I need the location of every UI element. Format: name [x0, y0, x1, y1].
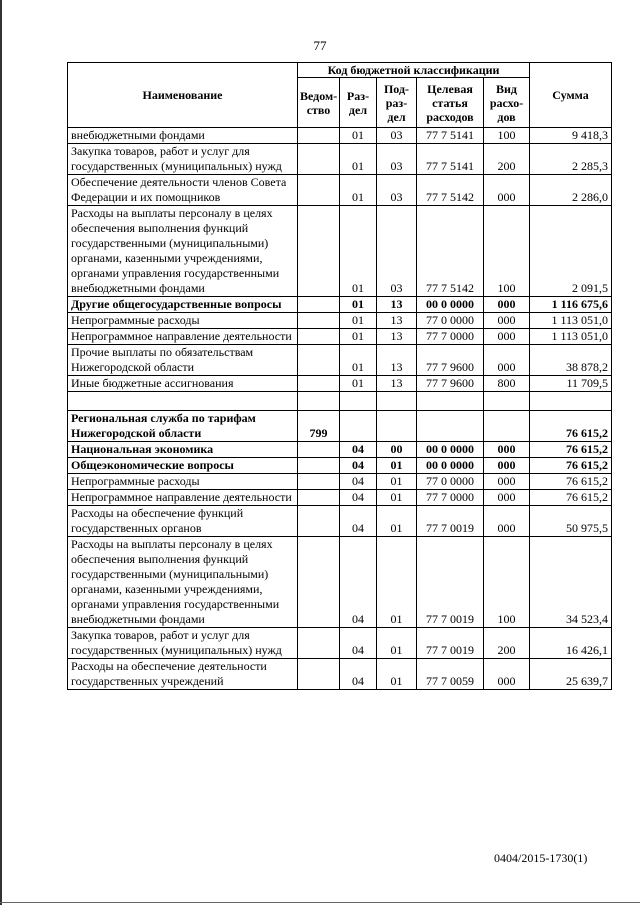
cell-target: 77 7 9600 — [417, 345, 484, 376]
table-row — [68, 206, 612, 297]
cell-target: 77 7 0000 — [417, 490, 484, 506]
cell-razdel: 04 — [340, 628, 377, 659]
cell-name: Непрограммные расходы — [68, 313, 298, 329]
cell-vedom: 799 — [298, 411, 340, 442]
cell-podrazdel: 01 — [377, 458, 417, 474]
cell-vid: 200 — [484, 144, 530, 175]
cell-sum: 34 523,4 — [530, 537, 612, 628]
cell-vedom — [298, 474, 340, 490]
table-row — [68, 345, 612, 376]
cell-sum: 9 418,3 — [530, 128, 612, 144]
cell-razdel: 04 — [340, 458, 377, 474]
cell-vedom — [298, 659, 340, 690]
cell-vid: 100 — [484, 206, 530, 297]
cell-target — [417, 411, 484, 442]
cell-target: 77 7 5141 — [417, 144, 484, 175]
col-header-podrazdel: Под-раз-дел — [377, 78, 417, 128]
table-row — [68, 506, 612, 537]
cell-razdel: 04 — [340, 506, 377, 537]
document-code: 0404/2015-1730(1) — [494, 851, 588, 865]
cell-vedom — [298, 376, 340, 392]
cell-sum: 76 615,2 — [530, 442, 612, 458]
cell-name: Расходы на выплаты персоналу в целях обеспечения выполнения функций государственными (муниципальными) органами, казенными учреждениями, органами управления государственными внебюджетными фондами — [68, 206, 298, 297]
table-row — [68, 128, 612, 144]
cell-name: Региональная служба по тарифам Нижегородской области — [68, 411, 298, 442]
table-row — [68, 297, 612, 313]
cell-sum: 76 615,2 — [530, 474, 612, 490]
cell-vedom — [298, 506, 340, 537]
cell-vid — [484, 411, 530, 442]
cell-podrazdel: 01 — [377, 474, 417, 490]
cell-vid: 000 — [484, 474, 530, 490]
cell-podrazdel — [377, 411, 417, 442]
cell-razdel: 01 — [340, 206, 377, 297]
cell-target: 00 0 0000 — [417, 297, 484, 313]
cell-podrazdel: 03 — [377, 128, 417, 144]
cell-podrazdel: 00 — [377, 442, 417, 458]
cell-podrazdel: 01 — [377, 628, 417, 659]
cell-razdel: 04 — [340, 659, 377, 690]
cell-target: 00 0 0000 — [417, 442, 484, 458]
cell-vedom — [298, 628, 340, 659]
cell-vedom — [298, 442, 340, 458]
cell-razdel: 01 — [340, 144, 377, 175]
cell-name: Иные бюджетные ассигнования — [68, 376, 298, 392]
table-row — [68, 175, 612, 206]
cell-target — [417, 392, 484, 411]
cell-sum — [530, 392, 612, 411]
cell-podrazdel: 01 — [377, 659, 417, 690]
cell-razdel — [340, 392, 377, 411]
cell-razdel: 01 — [340, 297, 377, 313]
cell-name: Расходы на выплаты персоналу в целях обеспечения выполнения функций государственными (муниципальными) органами, казенными учреждениями, органами управления государственными внебюджетными фондами — [68, 537, 298, 628]
cell-podrazdel: 13 — [377, 313, 417, 329]
cell-sum: 76 615,2 — [530, 490, 612, 506]
cell-vedom — [298, 313, 340, 329]
budget-table — [67, 62, 612, 690]
col-header-name: Наименование — [68, 63, 298, 128]
cell-name: Расходы на обеспечение деятельности государственных учреждений — [68, 659, 298, 690]
cell-razdel: 01 — [340, 313, 377, 329]
cell-razdel: 04 — [340, 537, 377, 628]
col-header-code-group: Код бюджетной классификации — [298, 63, 530, 78]
cell-vedom — [298, 392, 340, 411]
cell-vedom — [298, 490, 340, 506]
cell-podrazdel: 03 — [377, 144, 417, 175]
cell-razdel: 01 — [340, 376, 377, 392]
cell-razdel: 04 — [340, 490, 377, 506]
cell-vid: 000 — [484, 313, 530, 329]
cell-podrazdel — [377, 392, 417, 411]
cell-sum: 1 113 051,0 — [530, 313, 612, 329]
cell-sum: 76 615,2 — [530, 458, 612, 474]
table-header — [68, 63, 612, 128]
cell-razdel: 01 — [340, 345, 377, 376]
cell-sum: 1 113 051,0 — [530, 329, 612, 345]
cell-razdel: 04 — [340, 442, 377, 458]
cell-vid: 100 — [484, 128, 530, 144]
cell-vedom — [298, 206, 340, 297]
cell-name: Прочие выплаты по обязательствам Нижегородской области — [68, 345, 298, 376]
cell-name: Закупка товаров, работ и услуг для государственных (муниципальных) нужд — [68, 144, 298, 175]
cell-vid: 000 — [484, 329, 530, 345]
cell-target: 77 7 5141 — [417, 128, 484, 144]
table-row — [68, 490, 612, 506]
table-body — [68, 128, 612, 690]
cell-vedom — [298, 329, 340, 345]
cell-vid: 000 — [484, 659, 530, 690]
col-header-sum: Сумма — [530, 63, 612, 128]
cell-sum: 1 116 675,6 — [530, 297, 612, 313]
cell-vid: 000 — [484, 297, 530, 313]
cell-sum: 25 639,7 — [530, 659, 612, 690]
cell-name: Общеэкономические вопросы — [68, 458, 298, 474]
table-row — [68, 474, 612, 490]
table-row — [68, 442, 612, 458]
cell-target: 77 7 0000 — [417, 329, 484, 345]
cell-podrazdel: 03 — [377, 175, 417, 206]
cell-vedom — [298, 458, 340, 474]
table-row — [68, 313, 612, 329]
cell-target: 77 0 0000 — [417, 313, 484, 329]
cell-name: Другие общегосударственные вопросы — [68, 297, 298, 313]
page-number: 77 — [313, 38, 327, 53]
cell-sum: 50 975,5 — [530, 506, 612, 537]
cell-razdel — [340, 411, 377, 442]
cell-sum: 76 615,2 — [530, 411, 612, 442]
cell-sum: 16 426,1 — [530, 628, 612, 659]
table-row — [68, 144, 612, 175]
col-header-target: Целевая статья расходов — [417, 78, 484, 128]
cell-target: 00 0 0000 — [417, 458, 484, 474]
cell-vid: 000 — [484, 175, 530, 206]
cell-razdel: 01 — [340, 175, 377, 206]
cell-name — [68, 392, 298, 411]
cell-target: 77 7 0019 — [417, 537, 484, 628]
cell-name: Непрограммные расходы — [68, 474, 298, 490]
cell-vid — [484, 392, 530, 411]
cell-name: Национальная экономика — [68, 442, 298, 458]
cell-podrazdel: 13 — [377, 297, 417, 313]
cell-target: 77 7 5142 — [417, 206, 484, 297]
cell-target: 77 7 9600 — [417, 376, 484, 392]
cell-target: 77 0 0000 — [417, 474, 484, 490]
cell-sum: 2 091,5 — [530, 206, 612, 297]
cell-vid: 000 — [484, 442, 530, 458]
cell-razdel: 01 — [340, 128, 377, 144]
table-row — [68, 537, 612, 628]
cell-vedom — [298, 175, 340, 206]
col-header-vid: Вид расхо-дов — [484, 78, 530, 128]
cell-target: 77 7 5142 — [417, 175, 484, 206]
cell-razdel: 01 — [340, 329, 377, 345]
page-edge-bottom — [0, 902, 640, 903]
table-row — [68, 458, 612, 474]
cell-vedom — [298, 297, 340, 313]
cell-name: Расходы на обеспечение функций государственных органов — [68, 506, 298, 537]
cell-name: Обеспечение деятельности членов Совета Федерации и их помощников — [68, 175, 298, 206]
table-row — [68, 376, 612, 392]
cell-vid: 000 — [484, 458, 530, 474]
table-row — [68, 628, 612, 659]
cell-target: 77 7 0019 — [417, 506, 484, 537]
cell-vedom — [298, 128, 340, 144]
cell-podrazdel: 03 — [377, 206, 417, 297]
page-edge-left — [0, 0, 2, 905]
cell-podrazdel: 01 — [377, 506, 417, 537]
table-row — [68, 392, 612, 411]
cell-vid: 000 — [484, 506, 530, 537]
cell-target: 77 7 0059 — [417, 659, 484, 690]
cell-name: Непрограммное направление деятельности — [68, 329, 298, 345]
cell-sum: 2 286,0 — [530, 175, 612, 206]
col-header-razdel: Раз-дел — [340, 78, 377, 128]
cell-sum: 11 709,5 — [530, 376, 612, 392]
table-row — [68, 411, 612, 442]
cell-podrazdel: 13 — [377, 345, 417, 376]
cell-vid: 000 — [484, 345, 530, 376]
cell-name: Закупка товаров, работ и услуг для государственных (муниципальных) нужд — [68, 628, 298, 659]
table-row — [68, 659, 612, 690]
cell-vid: 200 — [484, 628, 530, 659]
cell-vid: 000 — [484, 490, 530, 506]
cell-vid: 800 — [484, 376, 530, 392]
table-row — [68, 329, 612, 345]
cell-sum: 38 878,2 — [530, 345, 612, 376]
cell-vedom — [298, 144, 340, 175]
cell-podrazdel: 01 — [377, 537, 417, 628]
cell-podrazdel: 01 — [377, 490, 417, 506]
cell-razdel: 04 — [340, 474, 377, 490]
cell-vedom — [298, 537, 340, 628]
cell-name: внебюджетными фондами — [68, 128, 298, 144]
col-header-vedom: Ведом-ство — [298, 78, 340, 128]
cell-vedom — [298, 345, 340, 376]
cell-vid: 100 — [484, 537, 530, 628]
cell-name: Непрограммное направление деятельности — [68, 490, 298, 506]
cell-sum: 2 285,3 — [530, 144, 612, 175]
cell-podrazdel: 13 — [377, 329, 417, 345]
cell-target: 77 7 0019 — [417, 628, 484, 659]
cell-podrazdel: 13 — [377, 376, 417, 392]
